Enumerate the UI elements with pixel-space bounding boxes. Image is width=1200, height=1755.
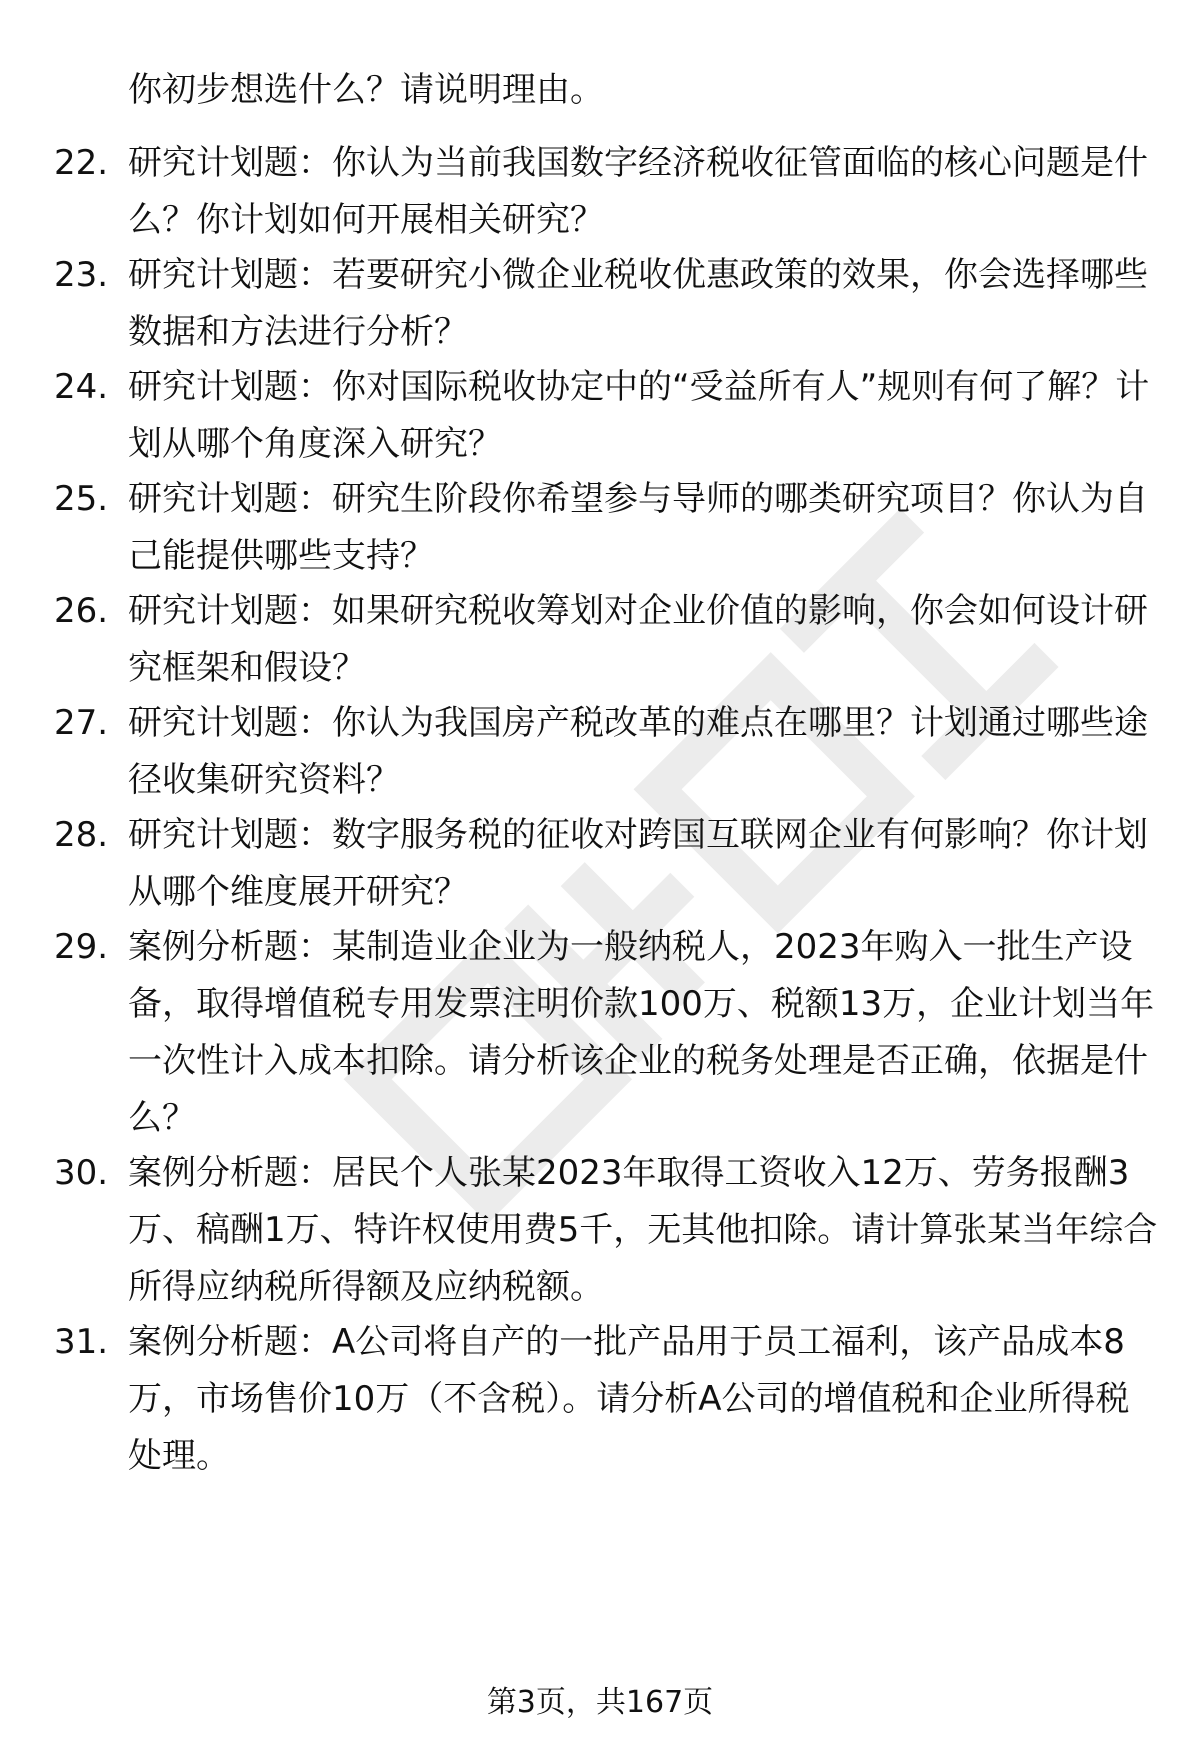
question-number: 26. [54, 591, 109, 631]
question-text: 案例分析题：居民个人张某2023年取得工资收入12万、劳务报酬3万、稿酬1万、特许权使用费5千，无其他扣除。请计算张某当年综合所得应纳税所得额及应纳税额。 [128, 1153, 1158, 1307]
question-number: 25. [54, 479, 109, 519]
question-number: 28. [54, 815, 109, 855]
question-number: 30. [54, 1153, 109, 1193]
question-text: 研究计划题：研究生阶段你希望参与导师的哪类研究项目？你认为自己能提供哪些支持？ [128, 479, 1148, 576]
question-number: 22. [54, 143, 109, 183]
continued-text: 你初步想选什么？请说明理由。 [128, 70, 604, 110]
question-text: 研究计划题：若要研究小微企业税收优惠政策的效果，你会选择哪些数据和方法进行分析？ [128, 255, 1148, 352]
question-text: 研究计划题：你对国际税收协定中的“受益所有人”规则有何了解？计划从哪个角度深入研究？ [128, 367, 1150, 464]
question-text: 案例分析题：某制造业企业为一般纳税人，2023年购入一批生产设备，取得增值税专用发票注明价款100万、税额13万，企业计划当年一次性计入成本扣除。请分析该企业的税务处理是否正确，依据是什么？ [128, 927, 1155, 1138]
question-text: 案例分析题：A公司将自产的一批产品用于员工福利，该产品成本8万，市场售价10万（不含税）。请分析A公司的增值税和企业所得税处理。 [128, 1322, 1130, 1476]
question-number: 27. [54, 703, 109, 743]
question-text: 研究计划题：数字服务税的征收对跨国互联网企业有何影响？你计划从哪个维度展开研究？ [128, 815, 1148, 912]
question-number: 29. [54, 927, 109, 967]
question-text: 研究计划题：你认为我国房产税改革的难点在哪里？计划通过哪些途径收集研究资料？ [128, 703, 1148, 800]
question-text: 研究计划题：你认为当前我国数字经济税收征管面临的核心问题是什么？你计划如何开展相关研究？ [128, 143, 1148, 240]
question-text: 研究计划题：如果研究税收筹划对企业价值的影响，你会如何设计研究框架和假设？ [128, 591, 1148, 688]
question-number: 31. [54, 1322, 109, 1362]
page-number: 第3页，共167页 [486, 1685, 714, 1720]
question-number: 23. [54, 255, 109, 295]
question-number: 24. [54, 367, 109, 407]
